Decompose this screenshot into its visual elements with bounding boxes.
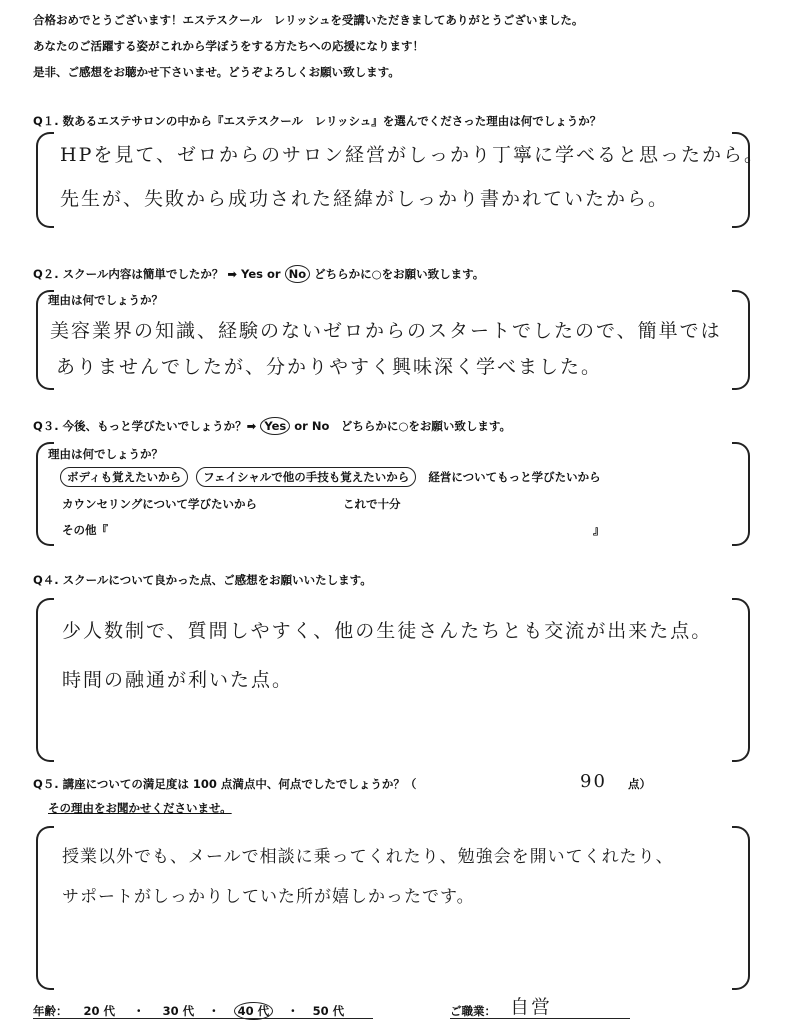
q5-answer-line-1: 授業以外でも、メールで相談に乗ってくれたり、勉強会を開いてくれたり、 (62, 847, 674, 867)
q5-reason-label: その理由をお聞かせくださいませ。 (48, 801, 232, 815)
q3-option-management: 経営についてもっと学びたいから (428, 470, 601, 484)
q1-bracket-left (36, 132, 54, 228)
q3-option-facial-circled: フェイシャルで他の手技も覚えたいから (196, 467, 416, 487)
q3-option-enough: これで十分 (343, 497, 401, 511)
job-value: 自営 (510, 996, 553, 1018)
age-separator-1: ・ (133, 1004, 145, 1018)
q4-answer-line-1: 少人数制で、質問しやすく、他の生徒さんたちとも交流が出来た点。 (62, 620, 713, 642)
age-20s: 20 代 (83, 1004, 116, 1018)
q5-bracket-right (732, 826, 750, 990)
footer-age-row (33, 1003, 344, 1019)
intro-line-1: 合格おめでとうございます！エステスクール レリッシュを受講いただきましてありがとうございました。 (33, 13, 584, 27)
q2-reason-label: 理由は何でしょうか？ (48, 293, 163, 307)
q3-reason-label: 理由は何でしょうか？ (48, 447, 163, 461)
q3-option-counseling: カウンセリングについて学びたいから (62, 497, 258, 511)
q4-bracket-left (36, 598, 54, 762)
q2-no-circled: No (285, 265, 311, 283)
age-label: 年齢： (33, 1004, 68, 1018)
q3-option-other-close: 』 (593, 523, 605, 537)
q5-answer-line-2: サポートがしっかりしていた所が嬉しかったです。 (62, 887, 475, 907)
q3-yes-circled: Yes (260, 417, 290, 435)
q3-option-body-circled: ボディも覚えたいから (60, 467, 188, 487)
job-underline (450, 1018, 630, 1019)
q4-question: Q４. スクールについて良かった点、ご感想をお願いいたします。 (33, 573, 372, 587)
q3-question-prefix: Q３. 今後、もっと学びたいでしょうか？➡ (33, 419, 257, 433)
age-40s-circled: 40 代 (234, 1002, 274, 1020)
q1-answer-line-2: 先生が、失敗から成功された経緯がしっかり書かれていたから。 (60, 188, 670, 210)
q5-score-unit: 点） (628, 777, 651, 791)
intro-line-3: 是非、ご感想をお聴かせ下さいませ。どうぞよろしくお願い致します。 (33, 65, 400, 79)
q3-option-other: その他『 (62, 523, 108, 537)
q1-question: Q１. 数あるエステサロンの中から『エステスクール レリッシュ』を選んでくださった理由は何でしょうか？ (33, 114, 602, 128)
q2-answer-line-2: ありませんでしたが、分かりやすく興味深く学べました。 (56, 356, 603, 378)
q3-question (33, 418, 511, 434)
age-separator-3: ・ (287, 1004, 299, 1018)
q3-question-mid: or No どちらかに○をお願い致します。 (294, 419, 511, 433)
q3-bracket-right (732, 442, 750, 546)
q1-answer-line-1: HPを見て、ゼロからのサロン経営がしっかり丁寧に学べると思ったから。 (60, 144, 765, 166)
q3-options-row-1 (60, 469, 601, 485)
q2-answer-line-1: 美容業界の知識、経験のないゼロからのスタートでしたので、簡単では (50, 320, 722, 342)
q4-bracket-right (732, 598, 750, 762)
q2-bracket-right (732, 290, 750, 390)
intro-line-2: あなたのご活躍する姿がこれから学ぼうをする方たちへの応援になります！ (33, 39, 424, 53)
q4-answer-line-2: 時間の融通が利いた点。 (62, 669, 294, 691)
age-30s: 30 代 (162, 1004, 195, 1018)
q5-score-value: 90 (580, 771, 607, 792)
age-50s: 50 代 (312, 1004, 345, 1018)
q5-bracket-left (36, 826, 54, 990)
q5-question: Q５. 講座についての満足度は 100 点満点中、何点でしたでしょうか？（ (33, 777, 417, 791)
job-label: ご職業： (450, 1004, 496, 1018)
age-underline (33, 1018, 373, 1019)
q2-question-prefix: Q２. スクール内容は簡単でしたか？ ➡ Yes or (33, 267, 281, 281)
q2-question-suffix: どちらかに○をお願い致します。 (314, 267, 485, 281)
q2-question (33, 266, 484, 282)
age-separator-2: ・ (208, 1004, 220, 1018)
